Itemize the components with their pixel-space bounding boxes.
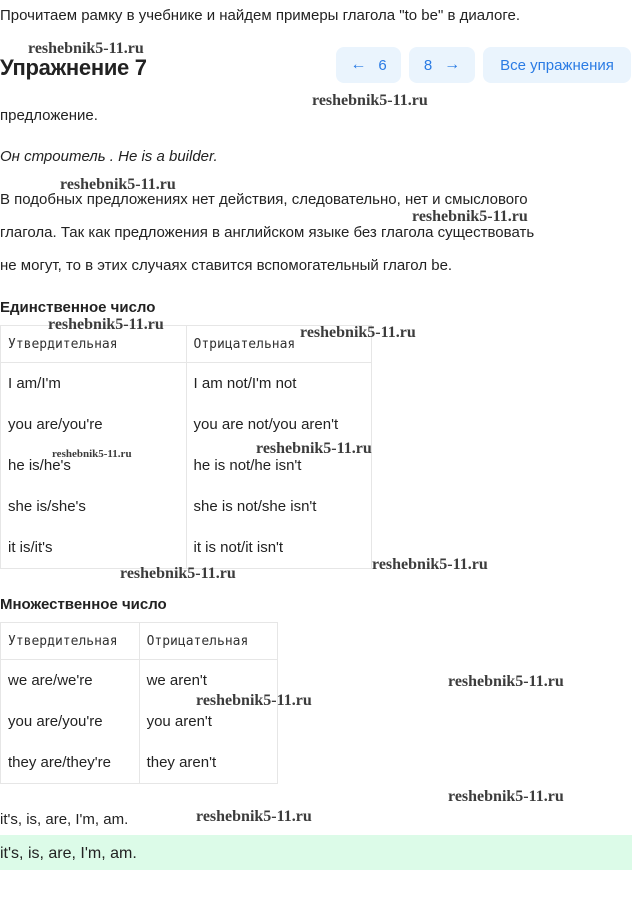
table-row — [1, 486, 372, 527]
table-cell: she is not/she isn't — [186, 486, 371, 527]
watermark: reshebnik5-11.ru — [60, 176, 176, 193]
explanation-line-2: глагола. Так как предложения в английском языке без глагола существовать — [0, 224, 535, 241]
table-cell: it is/it's — [1, 527, 187, 569]
explanation-line-1: В подобных предложениях нет действия, следовательно, нет и смыслового — [0, 191, 528, 208]
singular-heading: Единственное число — [0, 299, 156, 316]
answer-line: it's, is, are, I'm, am. — [0, 811, 129, 828]
table-cell: you aren't — [139, 701, 277, 742]
table-cell: we are/we're — [1, 660, 140, 702]
table-row — [1, 404, 372, 445]
table-row — [1, 363, 372, 405]
watermark: reshebnik5-11.ru — [196, 692, 312, 709]
next-exercise-button[interactable] — [409, 47, 475, 83]
page-title: Упражнение 7 — [0, 55, 147, 80]
arrow-right-icon: → — [444, 56, 461, 73]
table-row — [1, 527, 372, 569]
table-cell: she is/she's — [1, 486, 187, 527]
watermark: reshebnik5-11.ru — [448, 673, 564, 690]
table-cell: it is not/it isn't — [186, 527, 371, 569]
sentence-word: предложение. — [0, 107, 98, 124]
prev-exercise-label: 6 — [378, 56, 387, 74]
watermark: reshebnik5-11.ru — [196, 808, 312, 825]
table-cell: you are/you're — [1, 701, 140, 742]
table-cell: he is not/he isn't — [186, 445, 371, 486]
watermark: reshebnik5-11.ru — [28, 40, 144, 57]
table-cell: you are not/you aren't — [186, 404, 371, 445]
watermark: reshebnik5-11.ru — [52, 448, 132, 460]
watermark: reshebnik5-11.ru — [256, 440, 372, 457]
table-cell: I am/I'm — [1, 363, 187, 405]
plural-col-negative: Отрицательная — [139, 623, 277, 660]
explanation-line-3: не могут, то в этих случаях ставится вспомогательный глагол be. — [0, 257, 453, 274]
table-cell: he is/he's — [1, 445, 187, 486]
watermark: reshebnik5-11.ru — [448, 788, 564, 805]
watermark: reshebnik5-11.ru — [48, 316, 164, 333]
prev-exercise-button[interactable] — [336, 47, 401, 83]
table-cell: I am not/I'm not — [186, 363, 371, 405]
watermark: reshebnik5-11.ru — [372, 556, 488, 573]
table-cell: they aren't — [139, 742, 277, 784]
answer-highlight-text: it's, is, are, I'm, am. — [0, 845, 137, 862]
arrow-left-icon: ← — [350, 56, 367, 73]
plural-heading: Множественное число — [0, 596, 167, 613]
table-cell: they are/they're — [1, 742, 140, 784]
intro-text: Прочитаем рамку в учебнике и найдем примеры глагола "to be" в диалоге. — [0, 7, 520, 24]
next-exercise-label: 8 — [423, 56, 433, 74]
table-cell: you are/you're — [1, 404, 187, 445]
watermark: reshebnik5-11.ru — [312, 92, 428, 109]
plural-col-affirmative: Утвердительная — [1, 623, 140, 660]
watermark: reshebnik5-11.ru — [412, 208, 528, 225]
table-cell: we aren't — [139, 660, 277, 702]
watermark: reshebnik5-11.ru — [120, 565, 236, 582]
singular-col-affirmative: Утвердительная — [1, 326, 187, 363]
watermark: reshebnik5-11.ru — [300, 324, 416, 341]
table-row — [1, 742, 278, 784]
all-exercises-button[interactable]: Все упражнения — [483, 47, 631, 83]
example-sentence: Он строитель . He is a builder. — [0, 148, 218, 165]
singular-col-negative: Отрицательная — [186, 326, 371, 363]
